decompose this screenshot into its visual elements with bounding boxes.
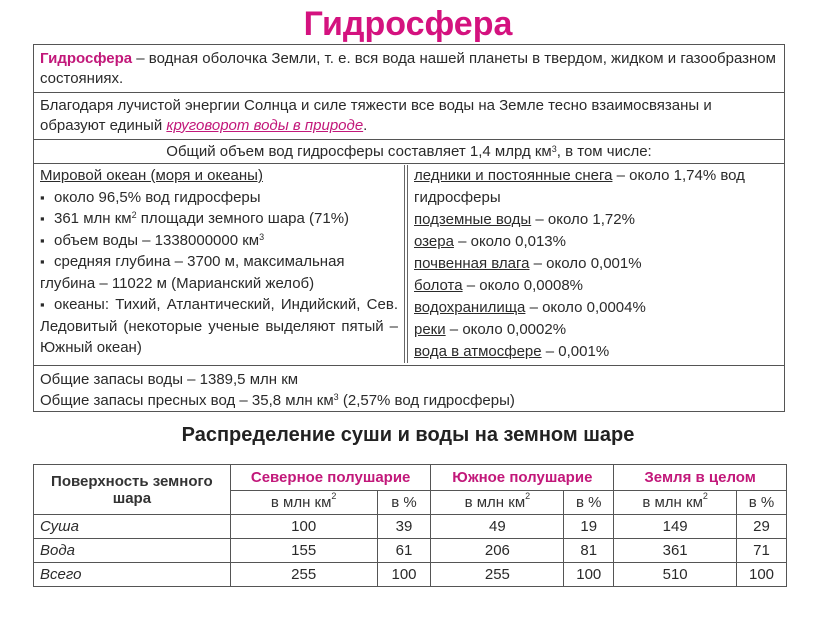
table-cell: 81 (564, 539, 614, 563)
ocean-item (40, 208, 398, 230)
cycle-end: . (363, 117, 368, 134)
bullet-icon (40, 230, 54, 252)
divider (34, 163, 784, 164)
other-waters-column (404, 165, 784, 363)
ocean-item-sup: 2 (131, 210, 137, 220)
group-header-north: Северное полушарие (230, 465, 431, 491)
other-water-name: почвенная влага (414, 255, 530, 272)
table-cell: 61 (377, 539, 431, 563)
total-volume-text: Общий объем вод гидросферы составляет 1,4 млрд км (166, 143, 552, 160)
reserves-line2-end: (2,57% вод гидросферы) (338, 392, 515, 409)
other-water-value: – около 0,0002% (445, 321, 567, 338)
ocean-item-text: объем воды – 1338000000 км (54, 231, 260, 249)
table-cell: 100 (737, 563, 787, 587)
table-cell: 149 (614, 515, 737, 539)
unit-pct-header: в % (737, 491, 787, 515)
cycle-term: круговорот воды в природе (166, 117, 364, 134)
ocean-column (34, 165, 404, 363)
unit-abs-header (614, 491, 737, 515)
row-label: Вода (34, 539, 231, 563)
table-row (34, 563, 787, 587)
unit-abs-text: в млн км (270, 494, 332, 511)
table-cell: 361 (614, 539, 737, 563)
table-cell: 206 (431, 539, 564, 563)
unit-abs-sup: 2 (525, 491, 531, 501)
bullet-icon (40, 208, 54, 230)
table-title: Распределение суши и воды на земном шаре (181, 424, 635, 446)
row-label: Всего (34, 563, 231, 587)
table-cell: 255 (431, 563, 564, 587)
unit-abs-text: в млн км (642, 494, 703, 511)
total-volume-section (34, 142, 784, 162)
other-water-item (414, 275, 778, 297)
ocean-item-text: средняя глубина – 3700 м, максимальная глубина – 11022 м (Марианский желоб) (40, 253, 345, 292)
table-corner-header: Поверхность земного шара (34, 465, 231, 515)
group-header-south: Южное полушарие (431, 465, 614, 491)
other-water-item (414, 253, 778, 275)
other-water-value: – около 0,001% (529, 255, 642, 272)
ocean-item (40, 230, 398, 252)
other-water-item (414, 297, 778, 319)
ocean-item-text: около 96,5% вод гидросферы (54, 188, 261, 206)
ocean-item-rest: площади земного шара (71%) (136, 210, 350, 227)
definition-term: Гидросфера (40, 50, 133, 67)
hydrosphere-info-box (33, 44, 785, 412)
unit-abs-sup: 2 (702, 491, 708, 501)
ocean-item (40, 294, 398, 359)
table-cell: 19 (564, 515, 614, 539)
ocean-heading: Мировой океан (моря и океаны) (40, 167, 263, 184)
other-water-item (414, 319, 778, 341)
table-cell: 71 (737, 539, 787, 563)
unit-abs-sup: 2 (331, 491, 337, 501)
unit-pct-header: в % (377, 491, 431, 515)
other-water-name: ледники и постоянные снега (414, 167, 613, 184)
table-cell: 39 (377, 515, 431, 539)
divider (34, 92, 784, 93)
cycle-section (34, 96, 784, 136)
other-water-name: водохранилища (414, 299, 526, 316)
table-row (34, 539, 787, 563)
group-header-earth: Земля в целом (614, 465, 787, 491)
table-row (34, 515, 787, 539)
unit-pct-header: в % (564, 491, 614, 515)
table-cell: 49 (431, 515, 564, 539)
cycle-text: Благодаря лучистой энергии Солнца и силе тяжести все воды на Земле тесно взаимосвязаны и образуют единый (40, 97, 712, 134)
other-water-value: – 0,001% (541, 343, 610, 360)
unit-abs-text: в млн км (464, 494, 526, 511)
land-water-table (33, 464, 787, 587)
table-cell: 510 (614, 563, 737, 587)
other-water-name: озера (414, 233, 454, 250)
ocean-item-text: 361 млн км (54, 210, 132, 227)
other-water-name: вода в атмосфере (414, 343, 542, 360)
table-header-row (34, 465, 787, 491)
total-volume-end: , в том числе: (556, 143, 652, 160)
other-water-value: – около 0,0008% (462, 277, 584, 294)
reserves-line2 (40, 390, 778, 411)
table-cell: 29 (737, 515, 787, 539)
table-cell: 255 (230, 563, 377, 587)
divider (34, 139, 784, 140)
table-cell: 100 (564, 563, 614, 587)
unit-abs-header (431, 491, 564, 515)
definition-text: – водная оболочка Земли, т. е. вся вода нашей планеты в твердом, жидком и газообразном состояниях. (40, 50, 776, 87)
other-water-name: болота (414, 277, 463, 294)
bullet-icon (40, 187, 54, 209)
row-label: Суша (34, 515, 231, 539)
other-water-value: – около 0,0004% (525, 299, 646, 316)
bullet-icon (40, 251, 54, 273)
definition-section (34, 49, 784, 89)
other-water-name: подземные воды (414, 211, 532, 228)
ocean-item (40, 187, 398, 209)
page-title: Гидросфера (303, 5, 513, 43)
other-water-item (414, 165, 778, 209)
other-water-value: – около 0,013% (453, 233, 566, 250)
ocean-item-sup: 3 (259, 231, 265, 242)
table-cell: 155 (230, 539, 377, 563)
table-cell: 100 (230, 515, 377, 539)
reserves-line1: Общие запасы воды – 1389,5 млн км (40, 371, 299, 388)
bullet-icon (40, 294, 54, 316)
other-water-item (414, 209, 778, 231)
other-water-name: реки (414, 321, 446, 338)
reserves-line2-sup: 3 (333, 392, 339, 402)
reserves-section (34, 369, 784, 411)
other-water-item (414, 231, 778, 253)
ocean-item-text: океаны: Тихий, Атлантический, Индийский, Сев. Ледовитый (некоторые ученые выделяют пятый – Южный океан) (40, 296, 398, 356)
other-water-value: – около 1,72% (531, 211, 635, 228)
ocean-item (40, 251, 398, 294)
other-water-value: – около 1,74% вод гидросферы (414, 167, 745, 206)
divider (34, 365, 784, 366)
table-cell: 100 (377, 563, 431, 587)
other-water-item (414, 341, 778, 363)
total-volume-sup: 3 (551, 144, 557, 154)
unit-abs-header (230, 491, 377, 515)
reserves-line2-text: Общие запасы пресных вод – 35,8 млн км (40, 392, 334, 409)
